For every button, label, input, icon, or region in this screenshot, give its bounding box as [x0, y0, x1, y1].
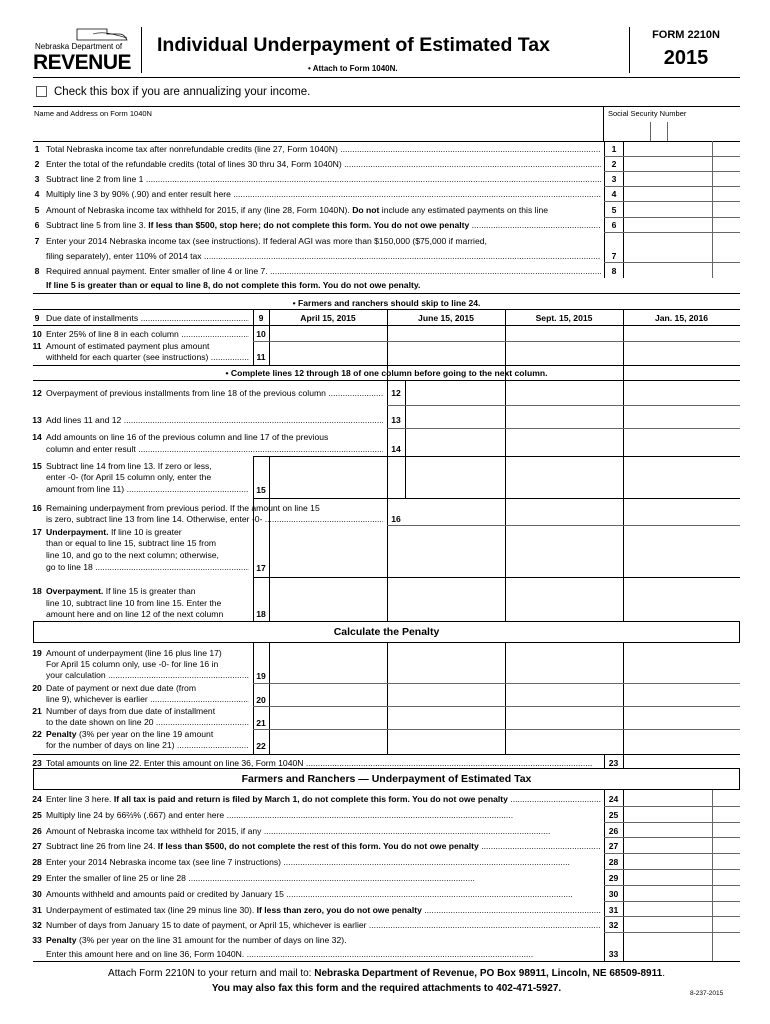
line-32-box-label: 32	[608, 920, 619, 930]
line-11-box-label: 11	[256, 352, 266, 362]
line-24-number: 24	[32, 794, 42, 804]
form-title: Individual Underpayment of Estimated Tax	[157, 34, 550, 56]
line-14-text: Add amounts on line 16 of the previous column and line 17 of the previous	[46, 432, 329, 442]
line-22-box-label: 22	[256, 741, 266, 751]
agency-logo	[33, 26, 133, 74]
line-17-text-2: than or equal to line 15, subtract line 15 from	[46, 538, 217, 548]
form-revision-code: 8-237-2015	[690, 990, 724, 997]
line-10-box-label: 10	[256, 329, 266, 339]
line-3-text: Subtract line 2 from line 1 .....	[46, 174, 601, 184]
line-25-amount[interactable]	[623, 806, 740, 822]
line-30-box-label: 30	[608, 889, 619, 899]
complete-columns-note: • Complete lines 12 through 18 of one column before going to the next column.	[225, 368, 548, 378]
line-28-box-label: 28	[608, 857, 619, 867]
calculate-penalty-title: Calculate the Penalty	[333, 626, 440, 638]
due-date-col-1: April 15, 2015	[300, 313, 356, 323]
line-29-box-label: 29	[608, 873, 619, 883]
line-11-number: 11	[32, 341, 42, 351]
line-2-box-label: 2	[611, 159, 617, 169]
line-20-box-label: 20	[256, 695, 266, 705]
line-18-text: Overpayment. If line 15 is greater than	[46, 586, 196, 596]
line-16-number: 16	[32, 503, 42, 513]
line-27-number: 27	[32, 841, 42, 851]
line-10-number: 10	[32, 329, 42, 339]
line-17-box-label: 17	[256, 563, 266, 573]
line-15-box-label: 15	[256, 485, 266, 495]
line-26-box-label: 26	[608, 826, 619, 836]
line-5-text: Amount of Nebraska income tax withheld for 2015, if any (line 28, Form 1040N). Do not include any estimated payments on this line	[46, 205, 549, 215]
line-6-text: Subtract line 5 from line 3. If less than $500, stop here; do not complete this form. You do not owe penalty .....	[46, 220, 601, 230]
line-31-text: Underpayment of estimated tax (line 29 minus line 30). If less than zero, you do not owe penalty .....	[46, 905, 601, 915]
line-26-number: 26	[32, 826, 42, 836]
agency-name-large: REVENUE	[33, 51, 132, 74]
line-6-number: 6	[34, 220, 40, 230]
line-33-amount[interactable]	[623, 932, 740, 961]
line-5-amount[interactable]	[623, 201, 740, 217]
line-2-amount[interactable]	[623, 156, 740, 171]
line-30-amount[interactable]	[623, 885, 740, 901]
line-17-text-4: go to line 18 .....	[46, 562, 249, 572]
line-8-amount[interactable]	[623, 262, 740, 278]
line-31-amount[interactable]	[623, 901, 740, 917]
line-3-box-label: 3	[611, 174, 617, 184]
line-30-text: Amounts withheld and amounts paid or credited by January 15 .....	[46, 889, 601, 899]
line-7-text: Enter your 2014 Nebraska income tax (see instructions). If federal AGI was more than $150,000 ($75,000 if married,	[46, 236, 487, 246]
line-20-text-cont: line 9), whichever is earlier .....	[46, 694, 249, 704]
line-17-text: Underpayment. If line 10 is greater	[46, 527, 182, 537]
farmers-title: Farmers and Ranchers — Underpayment of Estimated Tax	[241, 773, 532, 785]
line-32-amount[interactable]	[623, 916, 740, 932]
line-15-text-3: amount from line 11) .....	[46, 484, 249, 494]
line-11-text-cont: withheld for each quarter (see instructions) .....	[46, 352, 249, 362]
line-27-amount[interactable]	[623, 837, 740, 853]
line-19-text-3: your calculation .....	[46, 670, 249, 680]
line-18-text-2: line 10, subtract line 10 from line 15. Enter the	[46, 598, 222, 608]
line-24-text: Enter line 3 here. If all tax is paid and return is filed by March 1, do not complete this form. You do not owe penalty .....	[46, 794, 601, 804]
line-26-text: Amount of Nebraska income tax withheld for 2015, if any .....	[46, 826, 601, 836]
line-29-text: Enter the smaller of line 25 or line 28 .....	[46, 873, 601, 883]
line-4-text: Multiply line 3 by 90% (.90) and enter result here .....	[46, 189, 601, 199]
fax-instructions: You may also fax this form and the required attachments to 402-471-5927.	[211, 983, 562, 994]
ssn-label: Social Security Number	[608, 109, 687, 118]
line-27-box-label: 27	[608, 841, 619, 851]
line-14-text-cont: column and enter result .....	[46, 444, 383, 454]
line-23-amount[interactable]	[623, 754, 740, 768]
line-5-box-label: 5	[611, 205, 617, 215]
due-date-col-2: June 15, 2015	[418, 313, 474, 323]
line-31-number: 31	[32, 905, 42, 915]
line-15-text-2: enter -0- (for April 15 column only, enter the	[46, 472, 212, 482]
nebraska-state-outline-icon	[73, 26, 131, 42]
line-19-text-2: For April 15 column only, use -0- for line 16 in	[46, 659, 219, 669]
line-2-text: Enter the total of the refundable credits (total of lines 30 thru 34, Form 1040N) .....	[46, 159, 601, 169]
agency-name-small: Nebraska Department of	[35, 42, 123, 51]
line-15-text: Subtract line 14 from line 13. If zero or less,	[46, 461, 212, 471]
ssn-field[interactable]	[606, 118, 740, 140]
line-17-number: 17	[32, 527, 42, 537]
attach-note: • Attach to Form 1040N.	[308, 64, 398, 73]
line-19-text: Amount of underpayment (line 16 plus line 17)	[46, 648, 222, 658]
line-16-box-label: 16	[391, 514, 401, 524]
line-17-text-3: line 10, and go to the next column; otherwise,	[46, 550, 219, 560]
line-25-text: Multiply line 24 by 66⅔% (.667) and enter here .....	[46, 810, 601, 820]
line-14-number: 14	[32, 432, 42, 442]
line-28-amount[interactable]	[623, 853, 740, 869]
line-33-text-cont: Enter this amount here and on line 36, Form 1040N. .....	[46, 949, 601, 959]
line-3-number: 3	[34, 174, 40, 184]
annualizing-checkbox[interactable]	[36, 86, 47, 97]
line-9-number: 9	[34, 313, 40, 323]
line-21-text-cont: to the date shown on line 20 .....	[46, 717, 249, 727]
line-13-box-label: 13	[391, 415, 401, 425]
line-21-text: Number of days from due date of installment	[46, 706, 216, 716]
line-3-amount[interactable]	[623, 171, 740, 186]
due-date-col-4: Jan. 15, 2016	[654, 313, 709, 323]
line-18-number: 18	[32, 586, 42, 596]
line-27-text: Subtract line 26 from line 24. If less than $500, do not complete the rest of this form. You do not owe penalty .....	[46, 841, 601, 851]
line-32-number: 32	[32, 920, 42, 930]
tax-year: 2015	[663, 47, 709, 69]
annualizing-label: Check this box if you are annualizing your income.	[54, 86, 311, 98]
name-address-field[interactable]	[33, 118, 601, 140]
farmers-skip-note: • Farmers and ranchers should skip to line 24.	[292, 298, 481, 308]
line-1-box-label: 1	[611, 144, 617, 154]
line-33-text: Penalty (3% per year on the line 31 amount for the number of days on line 32).	[46, 935, 347, 945]
due-date-col-3: Sept. 15, 2015	[535, 313, 593, 323]
line-16-text: Remaining underpayment from previous period. If the amount on line 15	[46, 503, 320, 513]
line-14-box-label: 14	[391, 444, 401, 454]
line-4-box-label: 4	[611, 189, 617, 199]
line-1-number: 1	[34, 144, 40, 154]
line-21-number: 21	[32, 706, 42, 716]
line-9-box-label: 9	[258, 313, 264, 323]
line-33-box-label: 33	[608, 949, 619, 959]
line-22-number: 22	[32, 729, 42, 739]
line-19-box-label: 19	[256, 671, 266, 681]
line-18-box-label: 18	[256, 609, 266, 619]
line-32-text: Number of days from January 15 to date of payment, or April 15, whichever is earlier .....	[46, 920, 601, 930]
form-number: FORM 2210N	[652, 29, 720, 41]
line-8-text: Required annual payment. Enter smaller of line 4 or line 7. .....	[46, 266, 601, 276]
line-7-text-cont: filing separately), enter 110% of 2014 tax .....	[46, 251, 601, 261]
line-2-number: 2	[34, 159, 40, 169]
line-7-amount[interactable]	[623, 232, 740, 262]
line-8-number: 8	[34, 266, 40, 276]
line-26-amount[interactable]	[623, 822, 740, 838]
line-12-number: 12	[32, 388, 42, 398]
line-23-number: 23	[32, 758, 42, 768]
line-12-text: Overpayment of previous installments from line 18 of the previous column .....	[46, 388, 383, 398]
line-19-number: 19	[32, 648, 42, 658]
line-29-amount[interactable]	[623, 869, 740, 885]
line-18-text-3: amount here and on line 12 of the next column	[46, 609, 224, 619]
line-6-box-label: 6	[611, 220, 617, 230]
line-28-text: Enter your 2014 Nebraska income tax (see line 7 instructions) .....	[46, 857, 601, 867]
line-6-amount[interactable]	[623, 217, 740, 232]
line-13-number: 13	[32, 415, 42, 425]
line-28-number: 28	[32, 857, 42, 867]
line-10-text: Enter 25% of line 8 in each column .....	[46, 329, 249, 339]
line-30-number: 30	[32, 889, 42, 899]
line-29-number: 29	[32, 873, 42, 883]
name-address-label: Name and Address on Form 1040N	[34, 109, 152, 118]
line-16-text-cont: is zero, subtract line 13 from line 14. Otherwise, enter -0- .....	[46, 514, 383, 524]
line-31-box-label: 31	[608, 905, 619, 915]
line-22-text: Penalty (3% per year on the line 19 amount	[46, 729, 214, 739]
line-7-number: 7	[34, 236, 40, 246]
line-24-box-label: 24	[608, 794, 619, 804]
line-1-amount[interactable]	[623, 141, 740, 156]
line-4-amount[interactable]	[623, 186, 740, 201]
line-9-text: Due date of installments .....	[46, 313, 249, 323]
line-33-number: 33	[32, 935, 42, 945]
line-25-box-label: 25	[608, 810, 619, 820]
line-8-box-label: 8	[611, 266, 617, 276]
line-13-text: Add lines 11 and 12 .....	[46, 415, 383, 425]
line-24-amount[interactable]	[623, 790, 740, 806]
mailing-instructions: Attach Form 2210N to your return and mail to: Nebraska Department of Revenue, PO Box 98911, Lincoln, NE 68509-8911.	[108, 968, 665, 979]
line-25-number: 25	[32, 810, 42, 820]
line-20-text: Date of payment or next due date (from	[46, 683, 196, 693]
line-21-box-label: 21	[256, 718, 266, 728]
line-8-note: If line 5 is greater than or equal to line 8, do not complete this form. You do not owe penalty.	[46, 280, 421, 290]
line-4-number: 4	[34, 189, 40, 199]
line-7-box-label: 7	[611, 251, 617, 261]
line-5-number: 5	[34, 205, 40, 215]
line-1-text: Total Nebraska income tax after nonrefundable credits (line 27, Form 1040N) .....	[46, 144, 601, 154]
line-11-text: Amount of estimated payment plus amount	[46, 341, 210, 351]
line-20-number: 20	[32, 683, 42, 693]
line-23-box-label: 23	[608, 758, 619, 768]
line-22-text-cont: for the number of days on line 21) .....	[46, 740, 249, 750]
line-23-text: Total amounts on line 22. Enter this amount on line 36, Form 1040N .....	[46, 758, 601, 768]
line-15-number: 15	[32, 461, 42, 471]
line-12-box-label: 12	[391, 388, 401, 398]
